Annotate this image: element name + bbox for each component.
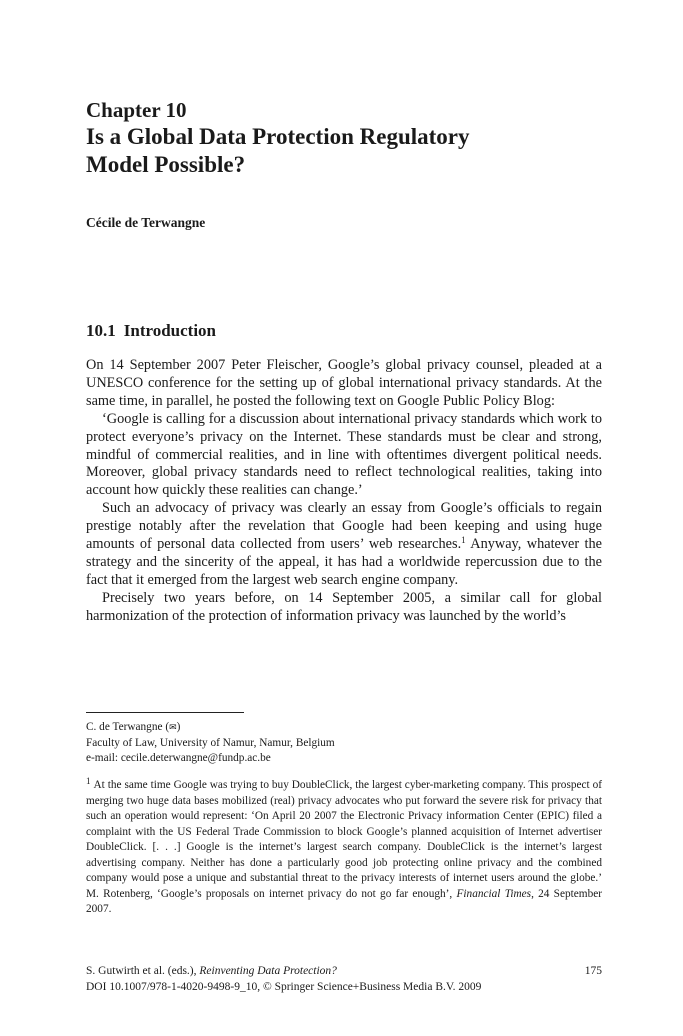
affiliation-email[interactable]: e-mail: cecile.deterwangne@fundp.ac.be: [86, 752, 271, 764]
footer-citation-prefix: S. Gutwirth et al. (eds.),: [86, 965, 197, 977]
section-number: 10.1: [86, 321, 116, 340]
footer-doi: DOI 10.1007/978-1-4020-9498-9_10, © Springer Science+Business Media B.V. 2009: [86, 981, 482, 993]
chapter-label: Chapter 10: [86, 98, 187, 122]
affiliation-name-line: C. de Terwangne (✉): [86, 721, 181, 733]
chapter-title: [86, 123, 602, 179]
footer-book-title: Reinventing Data Protection?: [199, 965, 337, 977]
envelope-icon: ✉: [169, 723, 177, 733]
footer-citation: [86, 963, 602, 979]
footnote-number: 1: [86, 776, 91, 786]
footnote: [86, 778, 602, 918]
page-footer: [86, 963, 602, 995]
paragraph: Precisely two years before, on 14 September 2005, a similar call for global harmonization of the protection of information privacy was launched by the world’s: [86, 589, 602, 624]
paragraph: On 14 September 2007 Peter Fleischer, Google’s global privacy counsel, pleaded at a UNESCO conference for the setting up of global international privacy standards. At the same time, in parallel, he posted the following text on Google Public Policy Blog:: [86, 357, 602, 409]
footnote-reference[interactable]: 1: [461, 535, 466, 546]
author-name: Cécile de Terwangne: [86, 215, 206, 230]
paragraph: ‘Google is calling for a discussion about international privacy standards which work to protect everyone’s privacy on the Internet. These standards must be clear and strong, mindful of commercial realities, and in line with oftentimes divergent political needs. Moreover, global privacy standards need to reflect technological realities, taking into account how quickly these realities can change.’: [86, 410, 602, 499]
paragraph-text: Such an advocacy of privacy was clearly an essay from Google’s officials to regain prestige notably after the revelation that Google had been keeping and using huge amounts of personal data collected from users’ web researches.: [86, 500, 602, 553]
section-title: Introduction: [123, 321, 217, 340]
footnote-divider: [86, 712, 244, 713]
affiliation-name: C. de Terwangne: [86, 721, 163, 733]
chapter-title-line-2: Model Possible?: [86, 152, 246, 177]
footnote-text-end: , 24 September 2007.: [86, 887, 602, 915]
footnote-italic-source: Financial Times: [456, 887, 532, 900]
chapter-title-line-1: Is a Global Data Protection Regulatory: [86, 124, 470, 149]
page-number: 175: [584, 965, 602, 977]
body-text: [86, 357, 602, 626]
paragraph: [86, 500, 602, 590]
footnote-text: At the same time Google was trying to buy DoubleClick, the largest cyber-marketing company. This prospect of merging two huge data bases mobilized (real) privacy advocates who put forward the severe risk for privacy that such an operation would represent: ‘On April 20 2007 the Electronic Privacy information Center (EPIC) filed a complaint with the US Federal Trade Commission to block Google’s planned acquisition of Internet advertiser DoubleClick. [. . .] Google is the internet’s largest search company. DoubleClick is the internet’s largest advertising company. Neither has done a particularly good job protecting online privacy and the combined company would pose a unique and substantial threat to the privacy interests of internet users around the globe.’ M. Rotenberg, ‘Google’s proposals on internet privacy do not go far enough’,: [86, 779, 602, 900]
paragraph-text: Anyway, whatever the strategy and the sincerity of the appeal, it has had a worldwide repercussion due to the fact that it emerged from the largest web search engine company.: [86, 536, 602, 588]
affiliation-institution: Faculty of Law, University of Namur, Namur, Belgium: [86, 737, 335, 749]
author-affiliation: [86, 720, 335, 766]
section-heading: [86, 321, 216, 341]
